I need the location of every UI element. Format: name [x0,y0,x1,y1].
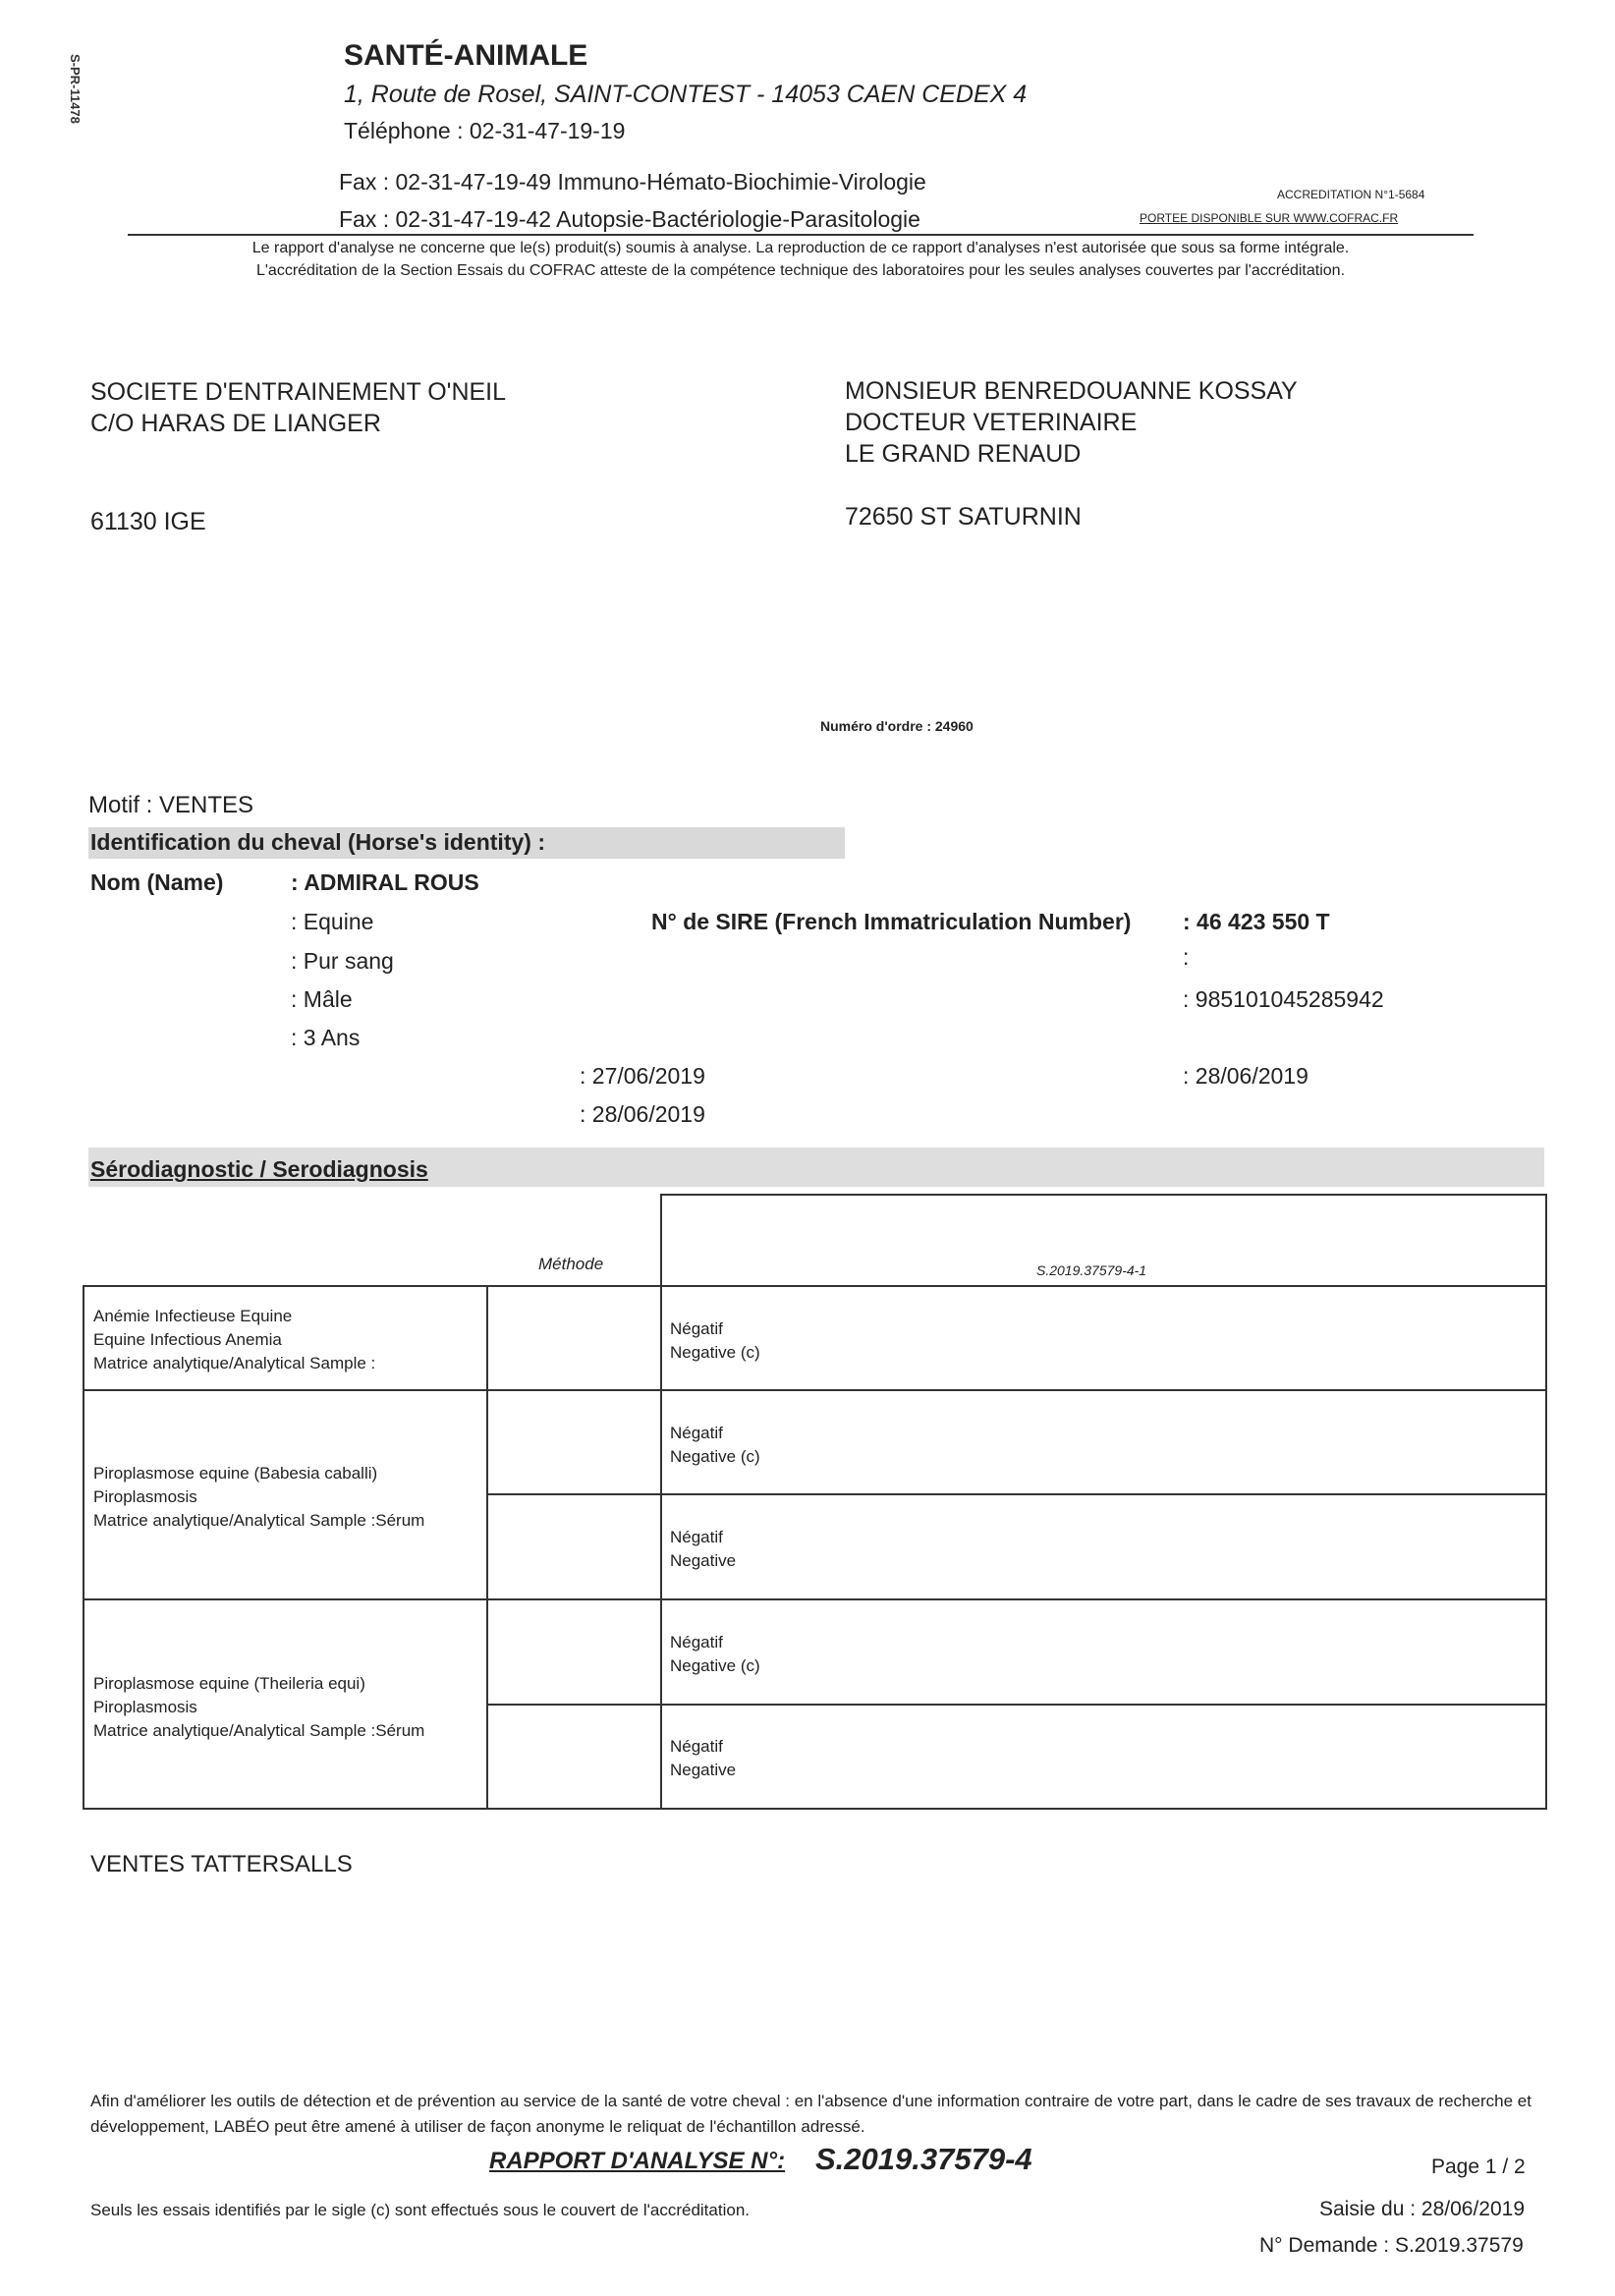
serodiagnostic-title: Sérodiagnostic / Serodiagnosis [90,1156,428,1182]
test-matrix: Matrice analytique/Analytical Sample :Sérum [93,1511,425,1530]
demande-number: N° Demande : S.2019.37579 [1259,2234,1524,2257]
test-name-en: Piroplasmosis [93,1698,197,1716]
portee-link[interactable]: PORTEE DISPONIBLE SUR WWW.COFRAC.FR [1140,211,1399,225]
methode-header: Méthode [538,1255,604,1273]
test-name: Anémie Infectieuse Equine [93,1307,293,1325]
identification-title: Identification du cheval (Horse's identity) : [90,829,545,855]
result-fr: Négatif [670,1737,723,1756]
disclaimer-line-1: Le rapport d'analyse ne concerne que le(s) produit(s) soumis à analyse. La reproduction de ce rapport d'analyses n'est autorisée que sous sa forme intégrale. [251,240,1350,256]
lab-telephone: Téléphone : 02-31-47-19-19 [344,118,626,143]
result-en: Negative [670,1551,737,1570]
owner-postal: 61130 IGE [90,508,206,535]
test-name-en: Equine Infectious Anemia [93,1330,282,1349]
test-name-en: Piroplasmosis [93,1487,197,1506]
owner-line-2: C/O HARAS DE LIANGER [90,410,381,437]
species-value: : Equine [291,909,374,934]
saisie-date: Saisie du : 28/06/2019 [1319,2198,1525,2220]
numero-ordre: Numéro d'ordre : 24960 [820,718,974,734]
age-value: : 3 Ans [291,1025,361,1050]
lab-fax-immuno: Fax : 02-31-47-19-49 Immuno-Hémato-Biochimie-Virologie [339,169,926,195]
owner-line-1: SOCIETE D'ENTRAINEMENT O'NEIL [90,378,507,406]
research-note: Afin d'améliorer les outils de détection et de prévention au service de la santé de votre cheval : en l'absence d'une information contraire de votre part, dans le cadre de ses travaux de recherche et développement, LABÉO peut être amené à utiliser de façon anonyme le reliquat de l'échantillon adressé. [90,2092,1531,2136]
result-fr: Négatif [670,1319,723,1338]
header-divider [128,234,1474,236]
motif: Motif : VENTES [88,792,254,818]
vet-line-3: LE GRAND RENAUD [845,440,1082,468]
result-cell [670,1735,736,1782]
ventes-note: VENTES TATTERSALLS [90,1851,353,1877]
accreditation-note: Seuls les essais identifiés par le sigle (c) sont effectués sous le couvert de l'accréditation. [90,2201,750,2219]
test-matrix: Matrice analytique/Analytical Sample :Sérum [93,1721,425,1740]
lab-name: SANTÉ-ANIMALE [344,39,588,72]
vet-postal: 72650 ST SATURNIN [845,503,1082,531]
date-2: : 28/06/2019 [580,1101,705,1127]
result-en: Negative (c) [670,1656,760,1675]
lab-fax-autopsie: Fax : 02-31-47-19-42 Autopsie-Bactériologie-Parasitologie [339,206,920,232]
breed-value: : Pur sang [291,948,394,974]
name-label: Nom (Name) [90,869,224,895]
sire-value: : 46 423 550 T [1183,909,1330,934]
result-cell [670,1631,760,1678]
table-row [93,1672,424,1743]
disclaimer-line-2: L'accréditation de la Section Essais du COFRAC atteste de la compétence technique des laboratoires pour les seules analyses couvertes par l'accréditation. [255,262,1346,279]
date-3: : 28/06/2019 [1183,1063,1309,1089]
result-en: Negative (c) [670,1447,760,1466]
test-matrix: Matrice analytique/Analytical Sample : [93,1354,376,1372]
chip-number: : 985101045285942 [1183,986,1384,1012]
result-cell [670,1526,736,1573]
test-name: Piroplasmose equine (Babesia caballi) [93,1464,378,1483]
lab-address: 1, Route de Rosel, SAINT-CONTEST - 14053 CAEN CEDEX 4 [344,81,1028,108]
rapport-number: S.2019.37579-4 [815,2142,1032,2176]
table-row [93,1462,424,1533]
result-cell [670,1317,760,1365]
vet-line-1: MONSIEUR BENREDOUANNE KOSSAY [845,377,1298,405]
page-number: Page 1 / 2 [1431,2156,1526,2178]
table-row [93,1305,375,1375]
rapport-label: RAPPORT D'ANALYSE N°: [489,2148,786,2174]
name-value: : ADMIRAL ROUS [291,869,479,895]
result-en: Negative (c) [670,1343,760,1362]
sample-header: S.2019.37579-4-1 [1036,1262,1147,1278]
sire-label: N° de SIRE (French Immatriculation Number) [651,909,1132,934]
date-1: : 27/06/2019 [580,1063,705,1089]
accreditation-number: ACCREDITATION N°1-5684 [1277,188,1425,201]
result-en: Negative [670,1761,737,1779]
test-name: Piroplasmose equine (Theileria equi) [93,1674,365,1693]
result-cell [670,1422,760,1469]
result-fr: Négatif [670,1528,723,1546]
blank-colon: : [1183,944,1190,970]
result-fr: Négatif [670,1424,723,1442]
vet-line-2: DOCTEUR VETERINAIRE [845,409,1138,436]
sex-value: : Mâle [291,986,353,1012]
side-reference-code: S-PR-11478 [68,54,83,124]
result-fr: Négatif [670,1633,723,1652]
